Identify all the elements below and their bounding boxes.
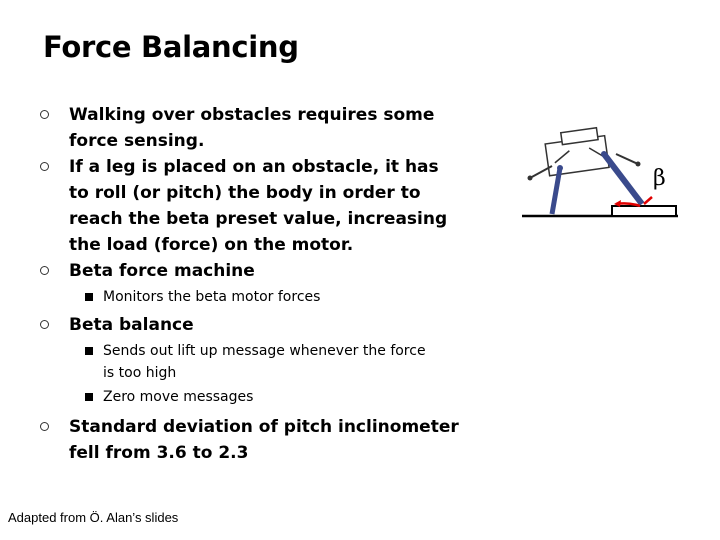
bullet-item xyxy=(69,258,459,284)
footer-credit: Adapted from Ö. Alan’s slides xyxy=(8,510,179,525)
right-arm xyxy=(616,154,638,164)
square-bullet-icon xyxy=(85,293,93,301)
bullet-marker-icon xyxy=(40,422,49,431)
beta-angle-arrow xyxy=(644,197,652,204)
right-hip xyxy=(601,151,607,157)
left-joint xyxy=(528,176,533,181)
square-bullet-icon xyxy=(85,347,93,355)
sub-bullet-item xyxy=(103,286,443,308)
right-joint xyxy=(636,162,641,167)
bullet-marker-icon xyxy=(40,266,49,275)
square-bullet-icon xyxy=(85,393,93,401)
sub-bullet-text: Zero move messages xyxy=(103,389,254,405)
obstacle xyxy=(612,206,676,216)
bullet-marker-icon xyxy=(40,320,49,329)
bullet-text: Walking over obstacles requires some force sensing. xyxy=(69,105,435,151)
bullet-item xyxy=(69,414,459,466)
bullet-text: Beta force machine xyxy=(69,261,255,281)
robot-body xyxy=(544,127,609,176)
bullet-text: If a leg is placed on an obstacle, it has to roll (or pitch) the body in order to reach the beta preset value, increasing the load (force) on the motor. xyxy=(69,157,448,255)
sub-bullet-text: Sends out lift up message whenever the force is too high xyxy=(103,343,426,381)
bullet-marker-icon xyxy=(40,110,49,119)
bullet-item xyxy=(69,102,459,154)
bullet-text: Standard deviation of pitch inclinometer fell from 3.6 to 2.3 xyxy=(69,417,459,463)
bullet-text: Beta balance xyxy=(69,315,194,335)
right-leg xyxy=(604,154,642,204)
sub-bullet-text: Monitors the beta motor forces xyxy=(103,289,321,305)
sub-bullet-item xyxy=(103,340,433,384)
bullet-item xyxy=(69,312,459,338)
left-hip xyxy=(557,165,563,171)
slide-title: Force Balancing xyxy=(43,30,299,64)
sub-bullet-item xyxy=(103,386,443,408)
bullet-marker-icon xyxy=(40,162,49,171)
beta-label: β xyxy=(653,166,666,191)
bullet-item xyxy=(69,154,459,258)
